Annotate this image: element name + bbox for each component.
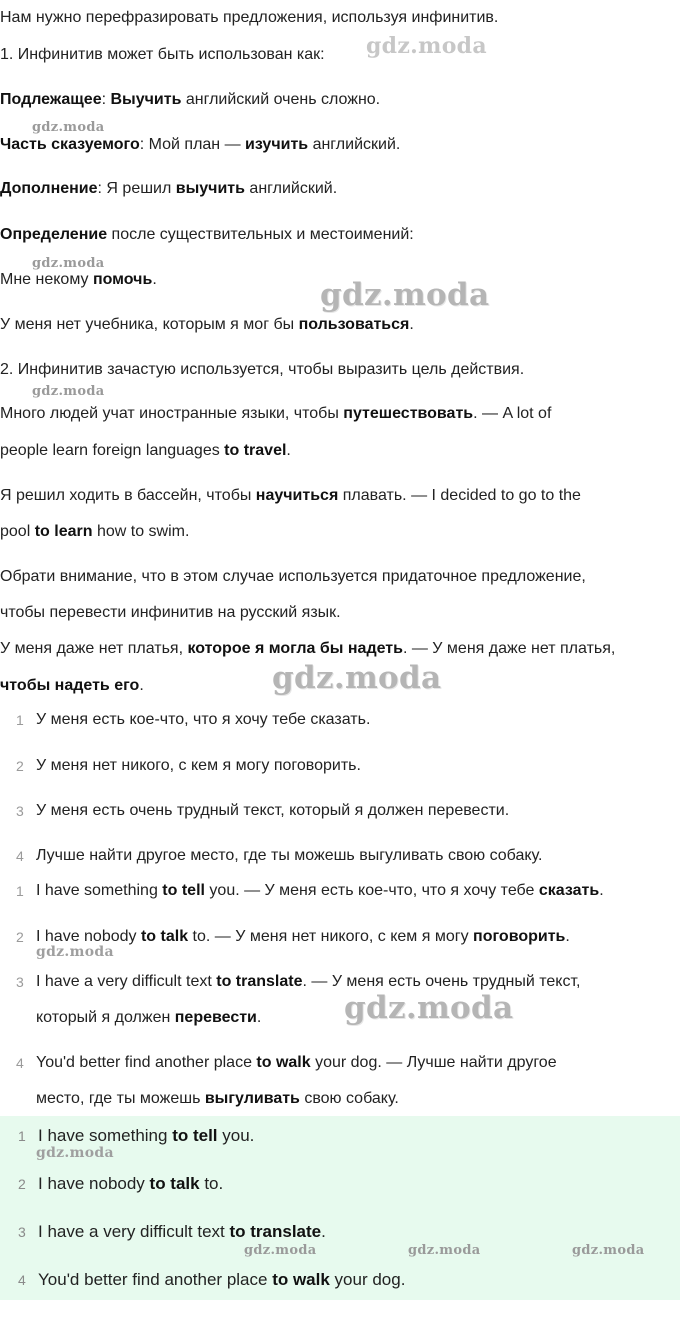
example-textbook: У меня нет учебника, которым я мог бы пользоваться. — [0, 316, 414, 333]
watermark: gdz.moda — [244, 1243, 317, 1258]
example-travel-line2: people learn foreign languages to travel. — [0, 442, 291, 459]
intro-text: Нам нужно перефразировать предложения, используя инфинитив. — [0, 9, 499, 26]
watermark: gdz.moda — [272, 660, 442, 696]
watermark: gdz.moda — [320, 277, 490, 313]
use-subject: Подлежащее: Выучить английский очень сложно. — [0, 91, 381, 108]
use-attribute: Определение после существительных и местоимений: — [0, 226, 414, 243]
answer-number: 2 — [18, 1176, 26, 1192]
task-item: У меня нет никого, с кем я могу поговорить. — [36, 757, 361, 774]
watermark: gdz.moda — [32, 256, 105, 271]
answer-item: I have nobody to talk to. — [38, 1174, 224, 1193]
answer-number: 3 — [18, 1224, 26, 1240]
watermark: gdz.moda — [344, 990, 514, 1026]
solution-number: 3 — [16, 974, 24, 990]
task-item: У меня есть кое-что, что я хочу тебе сказать. — [36, 711, 371, 728]
answer-item: I have a very difficult text to translate. — [38, 1222, 326, 1241]
example-dress-line2: чтобы надеть его. — [0, 677, 144, 694]
task-item: Лучше найти другое место, где ты можешь выгуливать свою собаку. — [36, 847, 543, 864]
solution-number: 2 — [16, 929, 24, 945]
watermark: gdz.moda — [36, 944, 114, 960]
point-2: 2. Инфинитив зачастую используется, чтобы выразить цель действия. — [0, 361, 525, 378]
example-travel-line1: Много людей учат иностранные языки, чтобы путешествовать. — A lot of — [0, 405, 552, 422]
use-object: Дополнение: Я решил выучить английский. — [0, 180, 338, 197]
watermark: gdz.moda — [572, 1243, 645, 1258]
answer-box — [0, 1116, 680, 1300]
example-swim-line1: Я решил ходить в бассейн, чтобы научиться плавать. — I decided to go to the — [0, 487, 581, 504]
task-number: 4 — [16, 848, 24, 864]
answer-number: 4 — [18, 1272, 26, 1288]
watermark: gdz.moda — [32, 384, 105, 399]
solution-number: 4 — [16, 1055, 24, 1071]
example-dress-line1: У меня даже нет платья, которое я могла бы надеть. — У меня даже нет платья, — [0, 640, 616, 657]
task-number: 3 — [16, 803, 24, 819]
use-predicate: Часть сказуемого: Мой план — изучить английский. — [0, 136, 401, 153]
solution-item: You'd better find another place to walk your dog. — Лучше найти другое — [36, 1054, 557, 1071]
answer-item: You'd better find another place to walk your dog. — [38, 1270, 406, 1289]
example-help: Мне некому помочь. — [0, 271, 157, 288]
watermark: gdz.moda — [36, 1145, 114, 1161]
watermark: gdz.moda — [366, 33, 487, 59]
solution-item: I have a very difficult text to translate. — У меня есть очень трудный текст, — [36, 973, 581, 990]
watermark: gdz.moda — [32, 120, 105, 135]
answer-item: I have something to tell you. — [38, 1126, 255, 1145]
answer-number: 1 — [18, 1128, 26, 1144]
note-line2: чтобы перевести инфинитив на русский язык. — [0, 604, 341, 621]
solution-number: 1 — [16, 883, 24, 899]
watermark: gdz.moda — [408, 1243, 481, 1258]
point-1: 1. Инфинитив может быть использован как: — [0, 46, 325, 63]
task-item: У меня есть очень трудный текст, который я должен перевести. — [36, 802, 510, 819]
solution-item-cont: который я должен перевести. — [36, 1009, 262, 1026]
note-line1: Обрати внимание, что в этом случае используется придаточное предложение, — [0, 568, 586, 585]
task-number: 1 — [16, 712, 24, 728]
solution-item-cont: место, где ты можешь выгуливать свою собаку. — [36, 1090, 399, 1107]
solution-item: I have nobody to talk to. — У меня нет никого, с кем я могу поговорить. — [36, 928, 570, 945]
example-swim-line2: pool to learn how to swim. — [0, 523, 190, 540]
task-number: 2 — [16, 758, 24, 774]
solution-item: I have something to tell you. — У меня есть кое-что, что я хочу тебе сказать. — [36, 882, 604, 899]
